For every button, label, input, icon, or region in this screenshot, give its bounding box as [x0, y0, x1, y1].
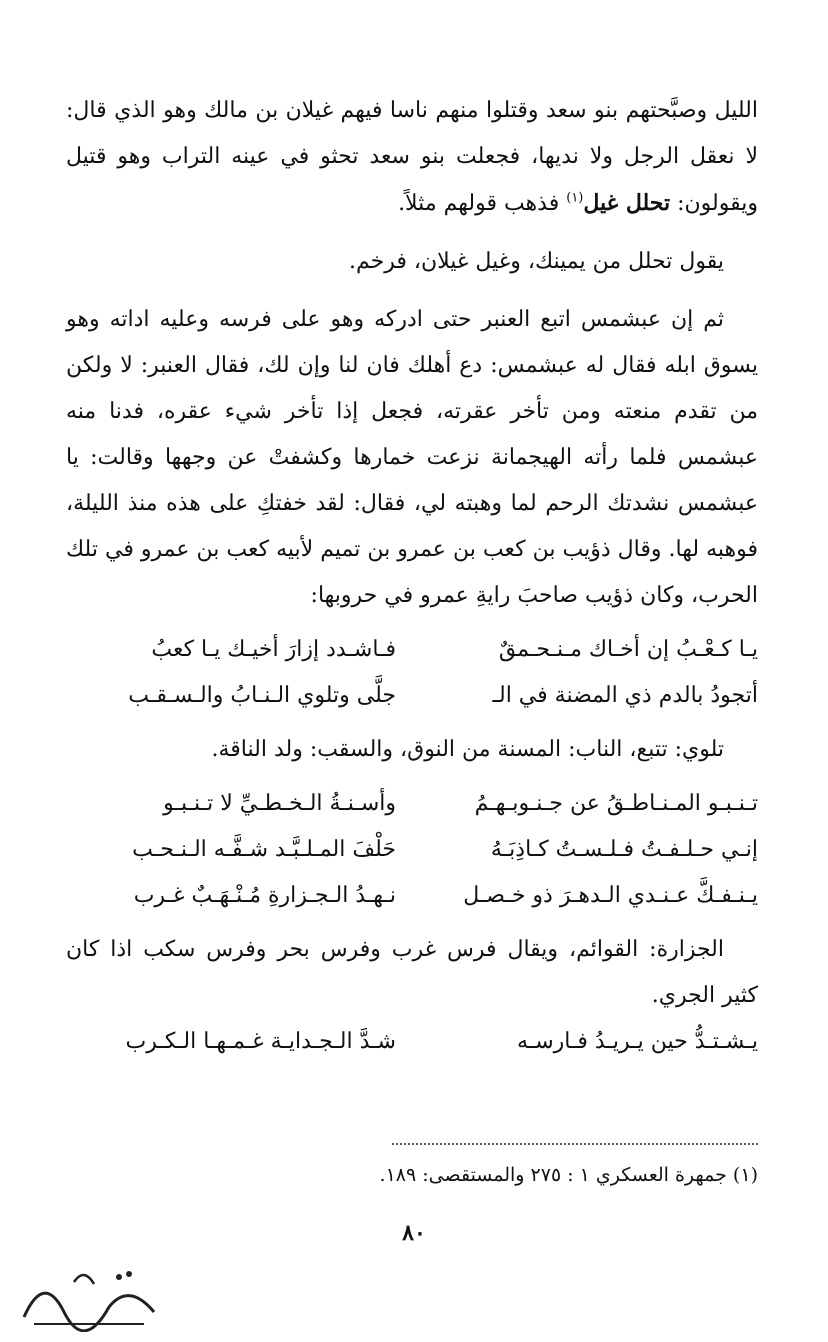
page-number: ٨٠ [402, 1220, 426, 1246]
paragraph-1-text: الليل وصبَّحتهم بنو سعد وقتلوا منهم ناسا فيهم غيلان بن مالك وهو الذي قال: لا نعقل الرجل ولا نديها، فجعلت بنو سعد تحثو في عينه التراب وهو قتيل ويقولون: [66, 98, 758, 216]
paragraph-2: يقول تحلل من يمينك، وغيل غيلان، فرخم. [349, 249, 724, 274]
verse-first-hemistich: إنـي حـلـفـتُ فـلـسـتُ كـاذِبَـهُ [490, 837, 758, 862]
verse-line [66, 1019, 758, 1065]
proverb-bold: تحلل غيل [583, 190, 671, 216]
paragraph-3: ثم إن عبشمس اتبع العنبر حتى ادركه وهو على فرسه وعليه اداته وهو يسوق ابله فقال له عبشمس: دع أهلك فان لنا وإن لك، فقال العنبر: لا ولكن من تقدم منعته ومن تأخر عقرته، فجعل إذا تأخر شيء عقره، فدنا منه عبشمس فلما رأته الهيجمانة نزعت خمارها وكشفتْ عن وجهها وقالت: يا عبشمس نشدتك الرحم لما وهبته لي، فقال: لقد خفتكِ على هذه منذ الليلة، فوهبه لها. وقال ذؤيب بن كعب بن عمرو بن تميم لأبيه كعب بن عمرو في تلك الحرب، وكان ذؤيب صاحبَ رايةِ عمرو في حروبها: [66, 307, 758, 608]
gloss-1: تلوي: تتبع، الناب: المسنة من النوق، والسقب: ولد الناقة. [211, 737, 724, 762]
verse-second-hemistich: فـاشـدد إزارَ أخيـك يـا كعبُ [151, 637, 396, 662]
footnote: (١) جمهرة العسكري ١ : ٢٧٥ والمستقصى: ١٨٩. [379, 1164, 758, 1186]
gloss-2: الجزارة: القوائم، ويقال فرس غرب وفرس بحر وفرس سكب اذا كان كثير الجري. [66, 937, 758, 1008]
verse-first-hemistich: يـشـتـدُّ حين يـريـدُ فـارسـه [516, 1029, 758, 1054]
verse-line [66, 627, 758, 673]
paragraph-1-tail: فذهب قولهم مثلاً. [398, 191, 567, 216]
page-body [66, 88, 758, 1065]
footnote-separator [392, 1143, 758, 1145]
verse-first-hemistich: أتجودُ بالدم ذي المضنة في الـ [492, 683, 758, 708]
verse-block-3 [66, 1019, 758, 1065]
library-stamp-logo [14, 1262, 164, 1332]
verse-line [66, 673, 758, 719]
verse-second-hemistich: جلَّى وتلوي الـنـابُ والـسـقـب [128, 683, 396, 708]
verse-second-hemistich: نـهـدُ الـجـزارةِ مُـنْـهَـبٌ غـرب [133, 883, 396, 908]
verse-first-hemistich: يـا كـعْـبُ إن أخـاك مـنـحـمقٌ [498, 637, 758, 662]
verse-line [66, 873, 758, 919]
verse-second-hemistich: حَلْفَ المـلـبَّـد شـفَّـه الـنـحـب [132, 837, 396, 862]
verse-second-hemistich: وأسـنـةُ الـخـطـيِّ لا تـنـبـو [163, 791, 396, 816]
verse-second-hemistich: شـدَّ الـجـدايـة غـمـهـا الـكـرب [125, 1029, 396, 1054]
verse-block-2 [66, 781, 758, 919]
paragraph-1 [66, 88, 758, 227]
footnote-ref: (١) [566, 190, 584, 206]
verse-line [66, 781, 758, 827]
verse-first-hemistich: تـنـبـو المـنـاطـقُ عن جـنـوبـهـمُ [474, 791, 758, 816]
verse-line [66, 827, 758, 873]
verse-first-hemistich: يـنـفـكَّ عـنـدي الـدهـرَ ذو خـصـل [463, 883, 758, 908]
verse-block-1 [66, 627, 758, 719]
